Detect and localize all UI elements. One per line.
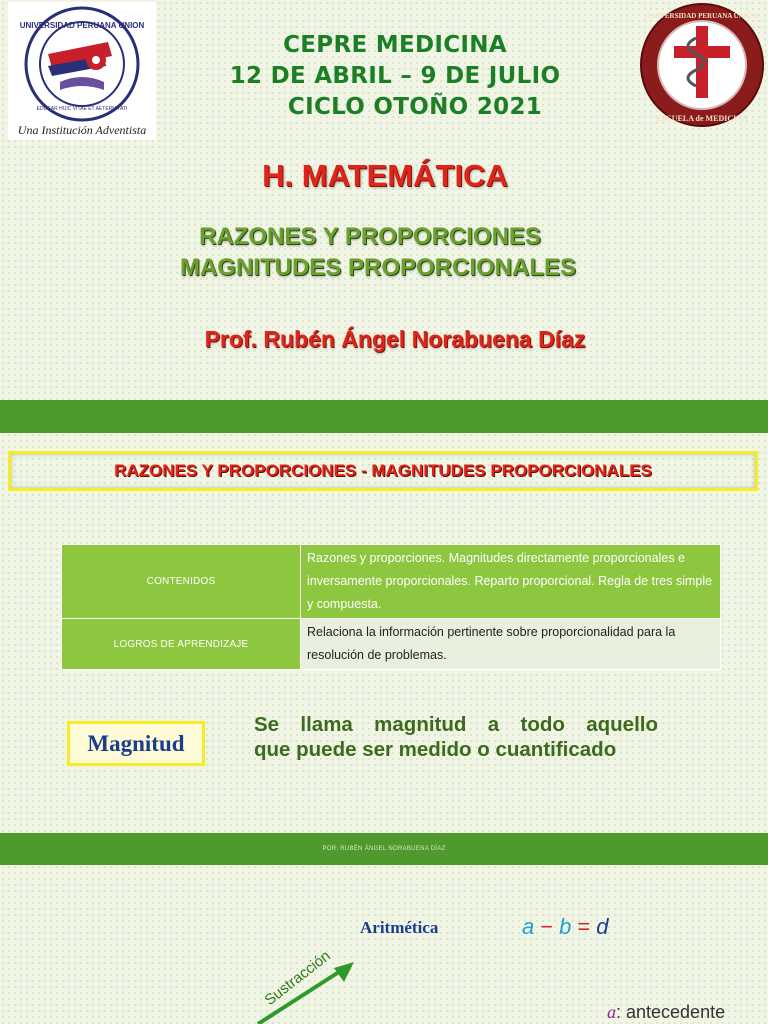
table-label-contenidos: CONTENIDOS (62, 545, 301, 619)
topic-line-1: RAZONES Y PROPORCIONES (199, 223, 541, 250)
university-logo (8, 2, 156, 140)
header-dates: 12 DE ABRIL – 9 DE JULIO (229, 63, 561, 89)
formula-a: a (522, 914, 535, 939)
antecedente-var: a (607, 1002, 616, 1022)
slide-divider-band (0, 400, 768, 433)
magnitud-label: Magnitud (87, 730, 185, 756)
table-row (62, 545, 721, 619)
formula-d: d (596, 914, 609, 939)
header-cycle: CICLO OTOÑO 2021 (287, 94, 543, 120)
magnitud-definition-line-2: que puede ser medido o cuantificado (254, 738, 617, 761)
logo-tagline: Una Institución Adventista (17, 123, 147, 137)
seal-ring-text: UNIVERSIDAD PERUANA UNION (646, 12, 758, 20)
table-content-logros: Relaciona la información pertinente sobre proporcionalidad para la resolución de problemas. (301, 619, 721, 670)
medicine-school-seal (636, 2, 768, 128)
subject-title: H. MATEMÁTICA (262, 158, 508, 193)
aritmetica-label: Aritmética (360, 918, 439, 937)
formula-equals: = (577, 914, 591, 939)
antecedente-text: : antecedente (616, 1002, 726, 1022)
table-label-logros: LOGROS DE APRENDIZAJE (62, 619, 301, 670)
header-course: CEPRE MEDICINA (283, 32, 507, 58)
formula-minus: − (540, 914, 554, 939)
slide-title (8, 451, 758, 491)
formula-b: b (559, 914, 572, 939)
logo-motto: EDUCAR HUIC VITAE ET AETERNITATI (36, 106, 128, 112)
slide-title-text: RAZONES Y PROPORCIONES - MAGNITUDES PROPORCIONALES (114, 461, 652, 480)
sustraccion-label: Sustracción (261, 947, 334, 1009)
medicine-seal-icon (636, 2, 768, 128)
table-row (62, 619, 721, 670)
antecedente-definition (607, 1002, 725, 1023)
topic-line-2: MAGNITUDES PROPORCIONALES (179, 254, 577, 281)
seal-bottom-text: ESCUELA de MEDICINA (656, 114, 748, 123)
objectives-table (61, 544, 721, 670)
magnitud-label-box (67, 721, 205, 766)
professor-name: Prof. Rubén Ángel Norabuena Díaz (204, 326, 586, 352)
magnitud-definition-line-1: Se llama magnitud a todo aquello (254, 713, 658, 736)
table-content-contenidos: Razones y proporciones. Magnitudes directamente proporcionales e inversamente proporcionales. Reparto proporcional. Regla de tres simple y compuesta. (301, 545, 721, 619)
subtraction-formula (522, 914, 608, 940)
logo-ring-text: UNIVERSIDAD PERUANA UNION (19, 21, 145, 30)
footer-author: POR: RUBÉN ÁNGEL NORABUENA DÍAZ (322, 846, 446, 852)
university-logo-icon (8, 2, 156, 140)
footer-band (0, 833, 768, 865)
